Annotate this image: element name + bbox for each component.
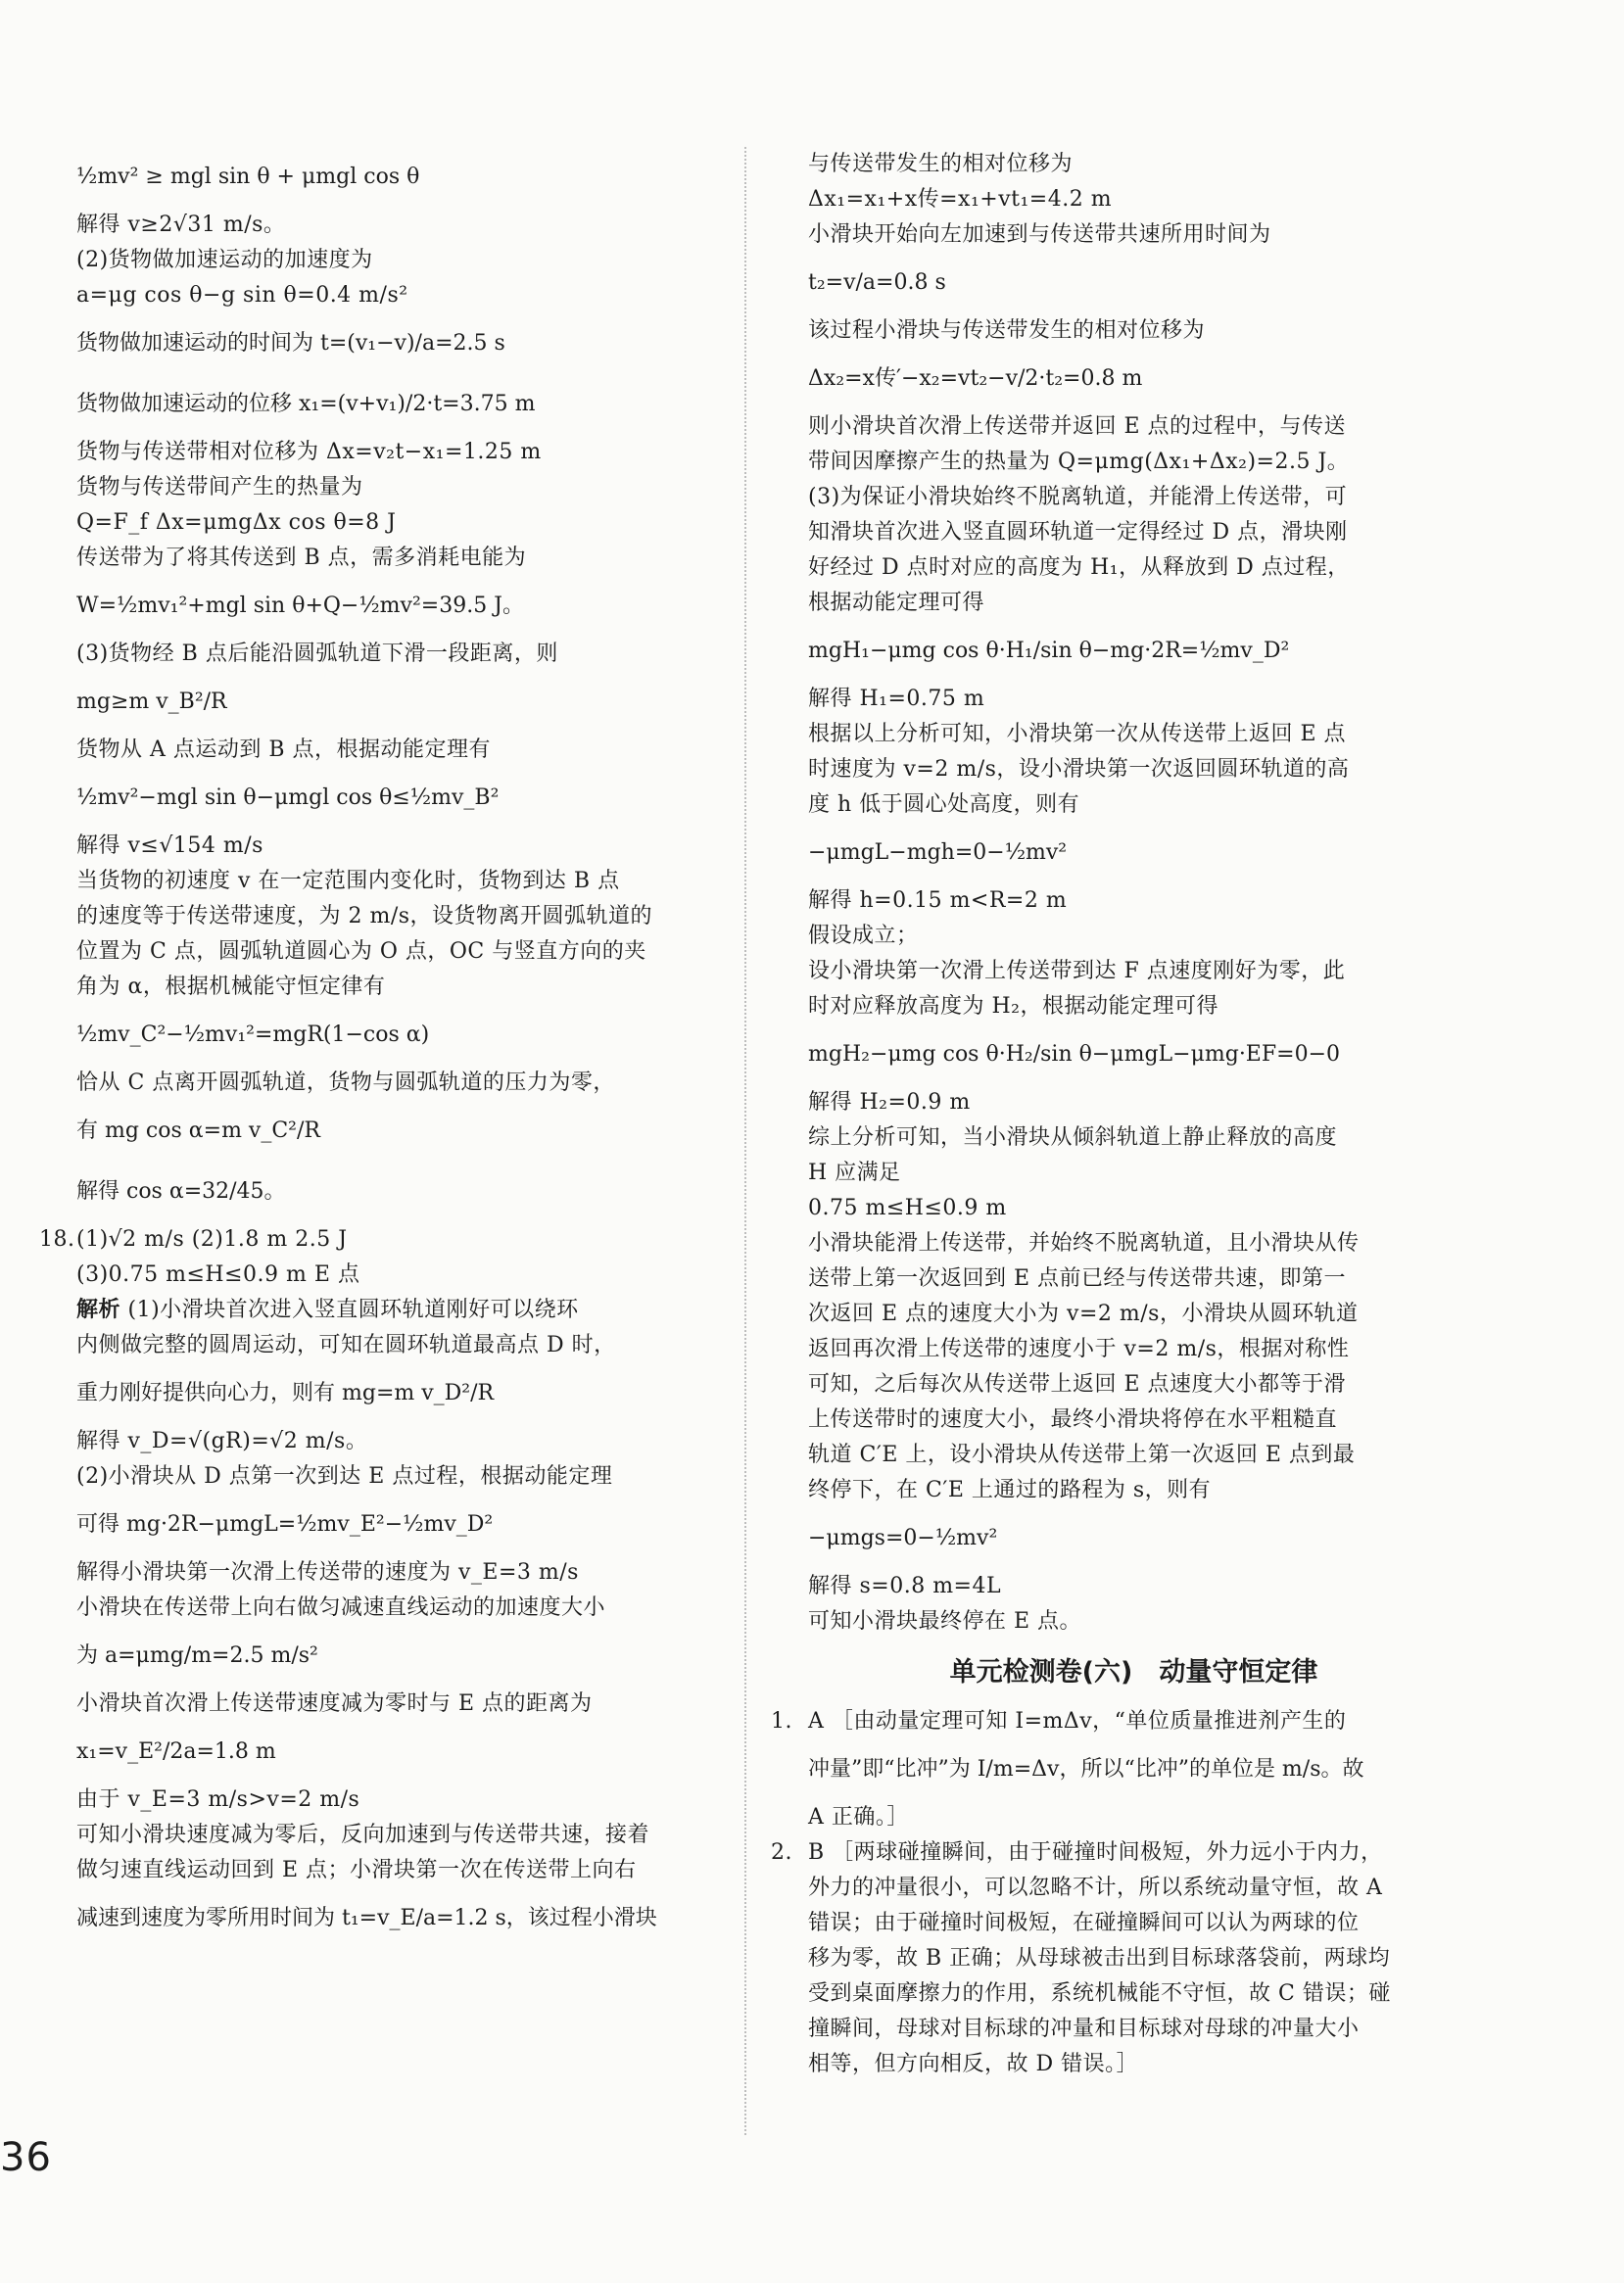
text-line: 解得 s=0.8 m=4L <box>808 1574 1002 1598</box>
text-line: 角为 α，根据机械能守恒定律有 <box>76 975 386 999</box>
text-line: 度 h 低于圆心处高度，则有 <box>808 792 1080 817</box>
text-line: 根据动能定理可得 <box>808 591 985 615</box>
text-line: 恰从 C 点离开圆弧轨道，货物与圆弧轨道的压力为零， <box>76 1070 615 1095</box>
answer-line: A 正确。］ <box>808 1805 909 1830</box>
text-line: W=½mv₁²+mgl sin θ+Q−½mv²=39.5 J。 <box>76 594 525 618</box>
text-line: 送带上第一次返回到 E 点前已经与传送带共速，即第一 <box>808 1266 1347 1291</box>
text-line: −μmgL−mgh=0−½mv² <box>808 840 1068 865</box>
answer-line: B ［两球碰撞瞬间，由于碰撞时间极短，外力远小于内力， <box>808 1840 1383 1865</box>
text-line: Δx₁=x₁+x传=x₁+vt₁=4.2 m <box>808 187 1113 212</box>
question-2 <box>771 1835 1459 2082</box>
answer-line: 移为零，故 B 正确；从母球被击出到目标球落袋前，两球均 <box>808 1946 1391 1971</box>
text-line: 0.75 m≤H≤0.9 m <box>808 1196 1007 1220</box>
answer-line: 撞瞬间，母球对目标球的冲量和目标球对母球的冲量大小 <box>808 2017 1360 2041</box>
text-line: 当货物的初速度 v 在一定范围内变化时，货物到达 B 点 <box>76 869 620 893</box>
text-line: 知滑块首次进入竖直圆环轨道一定得经过 D 点，滑块刚 <box>808 520 1348 545</box>
text-line: 货物与传送带相对位移为 Δx=v₂t−x₁=1.25 m <box>76 440 542 464</box>
text-line: t₂=v/a=0.8 s <box>808 270 946 295</box>
text-span: (1)小滑块首次进入竖直圆环轨道刚好可以绕环 <box>120 1298 579 1322</box>
text-line: 解得 cos α=32/45。 <box>76 1179 286 1204</box>
answer-line: 受到桌面摩擦力的作用，系统机械能不守恒，故 C 错误；碰 <box>808 1981 1391 2006</box>
text-line: 终停下，在 C′E 上通过的路程为 s，则有 <box>808 1478 1212 1502</box>
text-line: x₁=v_E²/2a=1.8 m <box>76 1739 276 1764</box>
column-divider <box>744 147 746 2135</box>
text-line: 传送带为了将其传送到 B 点，需多消耗电能为 <box>76 546 527 570</box>
left-column <box>39 147 718 1949</box>
text-line: 有 mg cos α=m v_C²/R <box>76 1118 320 1143</box>
text-line: Δx₂=x传′−x₂=vt₂−v/2·t₂=0.8 m <box>808 366 1143 391</box>
text-line: 为 a=μmg/m=2.5 m/s² <box>76 1643 318 1668</box>
text-line: (2)货物做加速运动的加速度为 <box>76 248 373 272</box>
text-line: (3)为保证小滑块始终不脱离轨道，并能滑上传送带，可 <box>808 485 1348 509</box>
text-line: 返回再次滑上传送带的速度小于 v=2 m/s，根据对称性 <box>808 1337 1350 1361</box>
text-line: 时速度为 v=2 m/s，设小滑块第一次返回圆环轨道的高 <box>808 757 1350 782</box>
text-line: 减速到速度为零所用时间为 t₁=v_E/a=1.2 s，该过程小滑块 <box>76 1906 657 1930</box>
answer-line: A ［由动量定理可知 I=mΔv，“单位质量推进剂产生的 <box>808 1709 1347 1734</box>
text-line: 综上分析可知，当小滑块从倾斜轨道上静止释放的高度 <box>808 1125 1338 1150</box>
text-line: 可知，之后每次从传送带上返回 E 点速度大小都等于滑 <box>808 1372 1347 1397</box>
question-1 <box>771 1704 1459 1835</box>
text-line: −μmgs=0−½mv² <box>808 1526 998 1550</box>
answer-line: 外力的冲量很小，可以忽略不计，所以系统动量守恒，故 A <box>808 1876 1383 1900</box>
text-line: 内侧做完整的圆周运动，可知在圆环轨道最高点 D 时， <box>76 1333 616 1357</box>
text-line: a=μg cos θ−g sin θ=0.4 m/s² <box>76 283 408 308</box>
text-line: 货物做加速运动的位移 x₁=(v+v₁)/2·t=3.75 m <box>76 392 536 416</box>
text-line: (2)小滑块从 D 点第一次到达 E 点过程，根据动能定理 <box>76 1464 613 1489</box>
answer-line: 相等，但方向相反，故 D 错误。］ <box>808 2052 1139 2076</box>
text-line: 设小滑块第一次滑上传送带到达 F 点速度刚好为零，此 <box>808 959 1346 983</box>
text-line: mg≥m v_B²/R <box>76 690 227 714</box>
answer-line: (3)0.75 m≤H≤0.9 m E 点 <box>76 1262 360 1287</box>
text-line: 可知小滑块速度减为零后，反向加速到与传送带共速，接着 <box>76 1823 650 1847</box>
text-line: 与传送带发生的相对位移为 <box>808 152 1074 176</box>
text-line: H 应满足 <box>808 1161 901 1185</box>
text-line: (3)货物经 B 点后能沿圆弧轨道下滑一段距离，则 <box>76 642 558 666</box>
text-line: 重力刚好提供向心力，则有 mg=m v_D²/R <box>76 1381 495 1405</box>
text-line: 解得 H₂=0.9 m <box>808 1090 971 1115</box>
answer-line: 错误；由于碰撞时间极短，在碰撞瞬间可以认为两球的位 <box>808 1911 1360 1935</box>
text-line: 上传送带时的速度大小，最终小滑块将停在水平粗糙直 <box>808 1407 1338 1432</box>
text-line: 解得 h=0.15 m<R=2 m <box>808 888 1068 913</box>
question-number: 18. <box>39 1227 75 1252</box>
answer-line: 冲量”即“比冲”为 I/m=Δv，所以“比冲”的单位是 m/s。故 <box>808 1757 1364 1782</box>
text-line: 小滑块在传送带上向右做匀减速直线运动的加速度大小 <box>76 1595 606 1620</box>
text-line: 好经过 D 点时对应的高度为 H₁，从释放到 D 点过程， <box>808 555 1350 580</box>
text-line: 可知小滑块最终停在 E 点。 <box>808 1609 1082 1634</box>
text-line: 位置为 C 点，圆弧轨道圆心为 O 点，OC 与竖直方向的夹 <box>76 939 646 964</box>
text-line: 则小滑块首次滑上传送带并返回 E 点的过程中，与传送 <box>808 414 1347 439</box>
answer-line: (1)√2 m/s (2)1.8 m 2.5 J <box>76 1227 348 1252</box>
text-line: 小滑块能滑上传送带，并始终不脱离轨道，且小滑块从传 <box>808 1231 1360 1256</box>
question-number: 1. <box>771 1709 792 1734</box>
text-line: 解得 v≤√154 m/s <box>76 833 263 858</box>
question-18 <box>39 1222 718 1293</box>
section-title: 单元检测卷(六) 动量守恒定律 <box>949 1657 1318 1688</box>
text-line: 根据以上分析可知，小滑块第一次从传送带上返回 E 点 <box>808 722 1347 746</box>
text-line: 解得 H₁=0.75 m <box>808 687 985 711</box>
analysis-tag: 解析 <box>76 1298 121 1322</box>
text-line: 小滑块首次滑上传送带速度减为零时与 E 点的距离为 <box>76 1691 593 1716</box>
right-column <box>771 147 1459 2082</box>
text-line: 轨道 C′E 上，设小滑块从传送带上第一次返回 E 点到最 <box>808 1443 1356 1467</box>
text-line: ½mv²−mgl sin θ−μmgl cos θ≤½mv_B² <box>76 785 500 810</box>
text-line: 可得 mg·2R−μmgL=½mv_E²−½mv_D² <box>76 1512 494 1537</box>
page-number: 36 <box>0 2135 52 2180</box>
text-line: 解得小滑块第一次滑上传送带的速度为 v_E=3 m/s <box>76 1560 579 1585</box>
text-line: ½mv_C²−½mv₁²=mgR(1−cos α) <box>76 1023 430 1047</box>
text-line: 由于 v_E=3 m/s>v=2 m/s <box>76 1787 360 1812</box>
text-line: 该过程小滑块与传送带发生的相对位移为 <box>808 318 1206 343</box>
text-line: 带间因摩擦产生的热量为 Q=μmg(Δx₁+Δx₂)=2.5 J。 <box>808 450 1350 474</box>
text-line: 假设成立； <box>808 924 919 948</box>
text-line: 货物做加速运动的时间为 t=(v₁−v)/a=2.5 s <box>76 331 505 356</box>
text-line: ½mv² ≥ mgl sin θ + μmgl cos θ <box>76 165 420 189</box>
text-line: 的速度等于传送带速度，为 2 m/s，设货物离开圆弧轨道的 <box>76 904 653 928</box>
question-number: 2. <box>771 1840 792 1865</box>
text-line: 时对应释放高度为 H₂，根据动能定理可得 <box>808 994 1218 1019</box>
text-line: 货物从 A 点运动到 B 点，根据动能定理有 <box>76 737 492 762</box>
text-line: Q=F_f Δx=μmgΔx cos θ=8 J <box>76 510 397 535</box>
text-line: 解得 v≥2√31 m/s。 <box>76 213 286 237</box>
text-line: 货物与传送带间产生的热量为 <box>76 475 363 499</box>
analysis-line <box>76 1293 718 1328</box>
text-line: 做匀速直线运动回到 E 点；小滑块第一次在传送带上向右 <box>76 1858 637 1882</box>
text-line: mgH₂−μmg cos θ·H₂/sin θ−μmgL−μmg·EF=0−0 <box>808 1042 1340 1067</box>
text-line: 次返回 E 点的速度大小为 v=2 m/s，小滑块从圆环轨道 <box>808 1302 1359 1326</box>
text-line: 小滑块开始向左加速到与传送带共速所用时间为 <box>808 222 1271 247</box>
text-line: 解得 v_D=√(gR)=√2 m/s。 <box>76 1429 368 1453</box>
text-line: mgH₁−μmg cos θ·H₁/sin θ−mg·2R=½mv_D² <box>808 639 1290 663</box>
